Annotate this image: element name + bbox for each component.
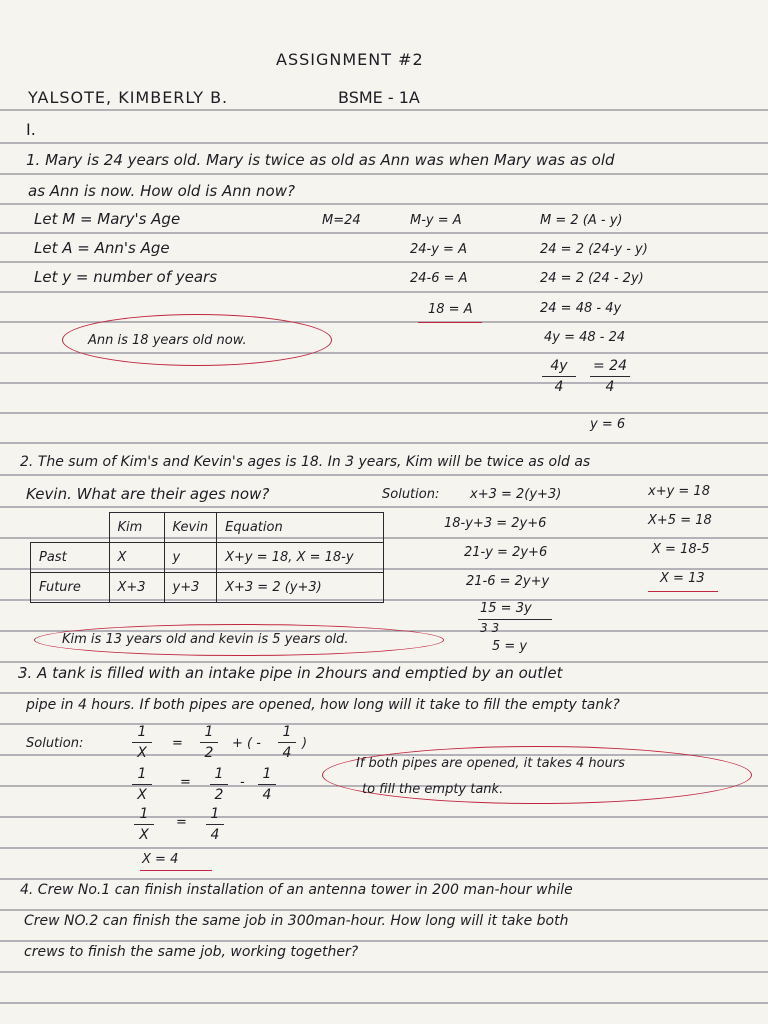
p1-eq-a4: 18 = A bbox=[428, 302, 473, 317]
p1-frac-den-right: 4 bbox=[605, 379, 615, 395]
p1-frac-num-right: = 24 bbox=[593, 358, 627, 374]
p3-f2-a-num: 1 bbox=[214, 766, 224, 782]
table-header: Kevin bbox=[164, 513, 217, 543]
p3-f1-lhs-den: X bbox=[137, 745, 147, 761]
p1-eq-a3: 24-6 = A bbox=[410, 271, 468, 286]
p3-f3-lhs-num: 1 bbox=[139, 806, 149, 822]
p3-f1-lhs bbox=[132, 724, 152, 761]
p3-f1-close: ) bbox=[302, 736, 308, 751]
table-row bbox=[31, 513, 384, 543]
p3-f3-r bbox=[206, 806, 224, 843]
p1-question-line1: 1. Mary is 24 years old. Mary is twice as old as Ann was when Mary was as old bbox=[26, 151, 615, 169]
p3-f2-a bbox=[210, 766, 228, 803]
p3-answer-underline bbox=[140, 870, 212, 871]
table-header: Kim bbox=[109, 513, 164, 543]
p2-rhs1: x+y = 18 bbox=[648, 484, 710, 499]
p3-f3-r-num: 1 bbox=[210, 806, 220, 822]
p3-answer-line2: to fill the empty tank. bbox=[362, 782, 504, 797]
p2-age-table bbox=[30, 512, 384, 603]
p1-eq-b2: 24 = 2 (24-y - y) bbox=[540, 242, 648, 257]
table-header: Equation bbox=[217, 513, 384, 543]
p3-f4: X = 4 bbox=[142, 852, 179, 867]
p2-step2: 18-y+3 = 2y+6 bbox=[444, 516, 547, 531]
p3-f3-lhs bbox=[134, 806, 154, 843]
table-cell: X+3 = 2 (y+3) bbox=[217, 573, 384, 603]
p3-question-line1: 3. A tank is filled with an intake pipe in 2hours and emptied by an outlet bbox=[18, 664, 563, 682]
p4-question-line2: Crew NO.2 can finish the same job in 300man-hour. How long will it take both bbox=[24, 913, 569, 929]
p2-rhs4: X = 13 bbox=[660, 571, 705, 586]
p1-let-m: Let M = Mary's Age bbox=[34, 210, 181, 228]
p3-f3-r-den: 4 bbox=[210, 827, 220, 843]
table-cell: X+3 bbox=[109, 573, 164, 603]
p3-f2-lhs-num: 1 bbox=[137, 766, 147, 782]
p3-f1-lhs-num: 1 bbox=[137, 724, 147, 740]
p3-f2-lhs-den: X bbox=[137, 787, 147, 803]
p2-rhs2: X+5 = 18 bbox=[648, 513, 712, 528]
p2-rhs3: X = 18-5 bbox=[652, 542, 710, 557]
p1-question-line2: as Ann is now. How old is Ann now? bbox=[28, 182, 295, 200]
p3-f3-lhs-den: X bbox=[139, 827, 149, 843]
p1-eq-b7: y = 6 bbox=[590, 417, 626, 432]
p1-answer: Ann is 18 years old now. bbox=[88, 333, 247, 348]
table-cell: y bbox=[164, 543, 217, 573]
p3-f3-eq: = bbox=[176, 815, 187, 830]
p3-f2-lhs bbox=[132, 766, 152, 803]
p3-f1-a-num: 1 bbox=[204, 724, 214, 740]
p3-f1-a bbox=[200, 724, 218, 761]
p2-step5-den: 3 3 bbox=[480, 621, 500, 635]
section-label: BSME - 1A bbox=[338, 88, 420, 107]
table-cell: Past bbox=[31, 543, 110, 573]
p2-step5-bar bbox=[478, 619, 552, 620]
p1-eq-b4: 24 = 48 - 4y bbox=[540, 301, 622, 316]
table-cell: Future bbox=[31, 573, 110, 603]
p4-question-line1: 4. Crew No.1 can finish installation of an antenna tower in 200 man-hour while bbox=[20, 882, 573, 898]
p3-f2-b bbox=[258, 766, 276, 803]
p1-let-y: Let y = number of years bbox=[34, 268, 218, 286]
part-label: I. bbox=[26, 120, 36, 139]
p3-f2-b-den: 4 bbox=[262, 787, 272, 803]
p3-answer-line1: If both pipes are opened, it takes 4 hours bbox=[356, 756, 625, 771]
p1-answer-underline bbox=[418, 322, 482, 323]
table-cell: y+3 bbox=[164, 573, 217, 603]
p4-question-line3: crews to finish the same job, working together? bbox=[24, 944, 359, 960]
p3-f1-plus: + ( - bbox=[232, 736, 261, 751]
p3-f1-b-den: 4 bbox=[282, 745, 292, 761]
p3-f2-eq: = bbox=[180, 775, 191, 790]
table-row bbox=[31, 543, 384, 573]
p2-answer-underline bbox=[648, 591, 718, 592]
p3-f1-eq: = bbox=[172, 736, 183, 751]
p3-f2-a-den: 2 bbox=[214, 787, 224, 803]
p3-f1-b bbox=[278, 724, 296, 761]
p1-fraction-left bbox=[542, 358, 576, 395]
p2-step1: x+3 = 2(y+3) bbox=[470, 487, 562, 502]
p2-question-line2: Kevin. What are their ages now? bbox=[26, 485, 270, 503]
p1-frac-num-left: 4y bbox=[550, 358, 568, 374]
table-cell: X bbox=[109, 543, 164, 573]
p2-question-line1: 2. The sum of Kim's and Kevin's ages is 18. In 3 years, Kim will be twice as old as bbox=[20, 454, 591, 470]
p1-eq-a2: 24-y = A bbox=[410, 242, 467, 257]
assignment-title: ASSIGNMENT #2 bbox=[276, 50, 424, 69]
p1-eq-a1: M-y = A bbox=[410, 213, 462, 228]
p2-answer: Kim is 13 years old and kevin is 5 years old. bbox=[62, 632, 349, 647]
p3-f2-b-num: 1 bbox=[262, 766, 272, 782]
p1-eq-b1: M = 2 (A - y) bbox=[540, 213, 623, 228]
p2-step6: 5 = y bbox=[492, 639, 528, 654]
p1-m-value: M=24 bbox=[322, 213, 361, 228]
p1-eq-b3: 24 = 2 (24 - 2y) bbox=[540, 271, 644, 286]
p2-step5-num: 15 = 3y bbox=[480, 601, 532, 616]
p3-f1-a-den: 2 bbox=[204, 745, 214, 761]
p2-solution-label: Solution: bbox=[382, 487, 440, 502]
p2-step3: 21-y = 2y+6 bbox=[464, 545, 548, 560]
p1-eq-b5: 4y = 48 - 24 bbox=[544, 330, 626, 345]
p1-frac-den-left: 4 bbox=[554, 379, 564, 395]
p3-solution-label: Solution: bbox=[26, 736, 84, 751]
p3-question-line2: pipe in 4 hours. If both pipes are opened, how long will it take to fill the empty tank? bbox=[26, 697, 620, 713]
table-cell: X+y = 18, X = 18-y bbox=[217, 543, 384, 573]
p1-fraction-right bbox=[590, 358, 630, 395]
table-row bbox=[31, 573, 384, 603]
p3-f1-b-num: 1 bbox=[282, 724, 292, 740]
p2-step4: 21-6 = 2y+y bbox=[466, 574, 550, 589]
student-name: YALSOTE, KIMBERLY B. bbox=[28, 88, 229, 107]
p3-f2-minus: - bbox=[240, 775, 245, 790]
p1-let-a: Let A = Ann's Age bbox=[34, 239, 170, 257]
